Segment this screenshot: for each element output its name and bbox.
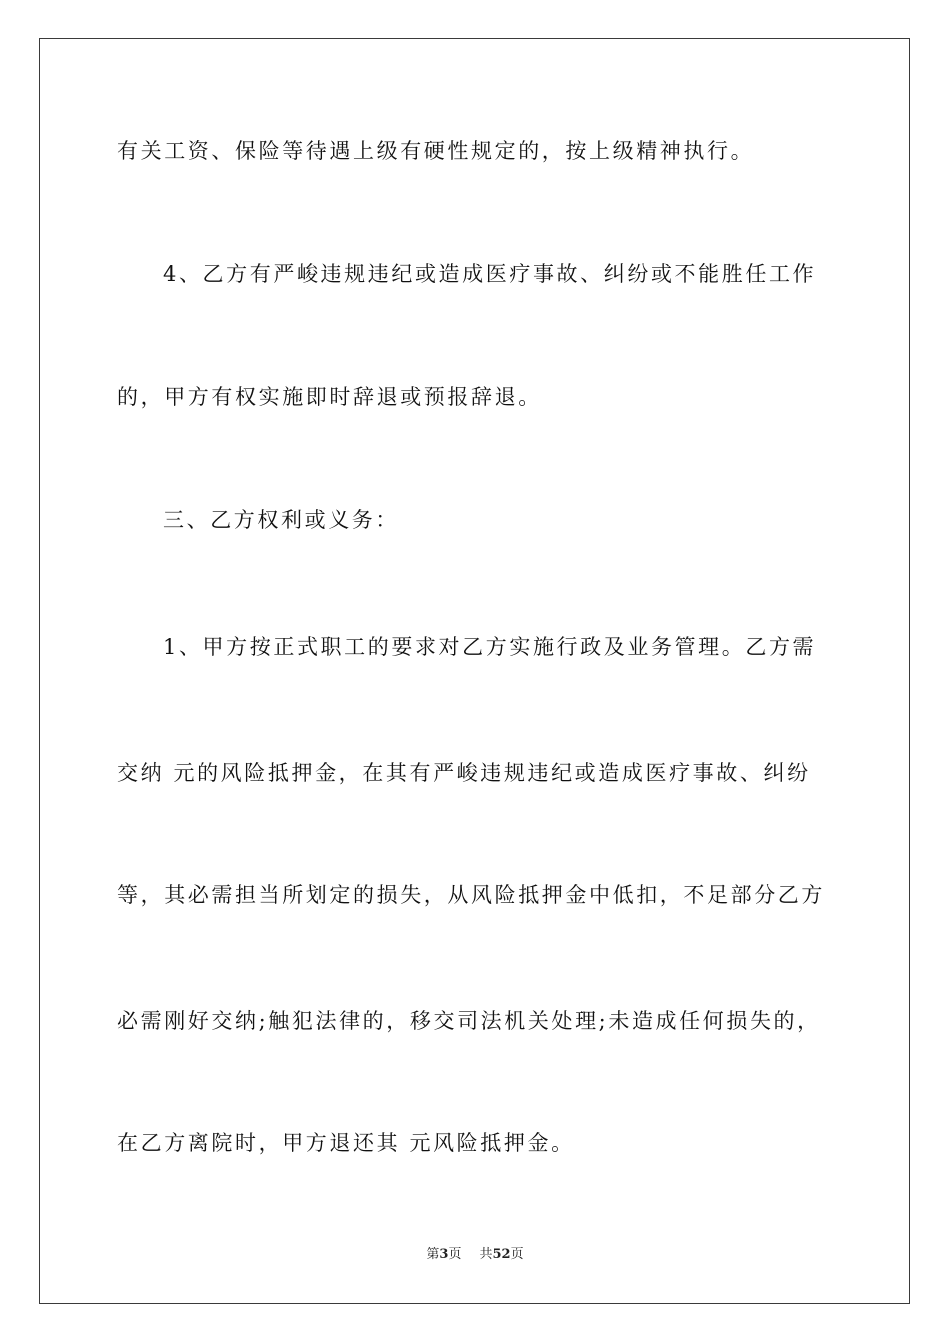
footer-page-suffix: 页 (448, 1247, 462, 1262)
page-footer (0, 1246, 950, 1264)
footer-page-number: 3 (439, 1247, 449, 1262)
body-text-line: 交纳 元的风险抵押金，在其有严峻违规违纪或造成医疗事故、纠纷 (117, 761, 811, 785)
body-text-line: 4、乙方有严峻违规违纪或造成医疗事故、纠纷或不能胜任工作 (163, 262, 817, 286)
footer-page-prefix: 第 (426, 1247, 440, 1262)
body-text-line: 有关工资、保险等待遇上级有硬性规定的，按上级精神执行。 (117, 139, 755, 163)
body-text-line: 1、甲方按正式职工的要求对乙方实施行政及业务管理。乙方需 (163, 635, 817, 659)
body-text-line: 等，其必需担当所划定的损失，从风险抵押金中低扣，不足部分乙方 (117, 883, 825, 907)
body-text-line: 在乙方离院时，甲方退还其 元风险抵押金。 (117, 1131, 575, 1155)
section-heading: 三、乙方权利或义务： (163, 508, 399, 532)
footer-total-pages: 52 (492, 1247, 511, 1262)
footer-total-suffix: 页 (510, 1247, 524, 1262)
footer-total-prefix: 共 (479, 1247, 493, 1262)
body-text-line: 必需刚好交纳;触犯法律的，移交司法机关处理;未造成任何损失的， (117, 1009, 821, 1033)
body-text-line: 的，甲方有权实施即时辞退或预报辞退。 (117, 385, 542, 409)
page-border (39, 38, 910, 1304)
